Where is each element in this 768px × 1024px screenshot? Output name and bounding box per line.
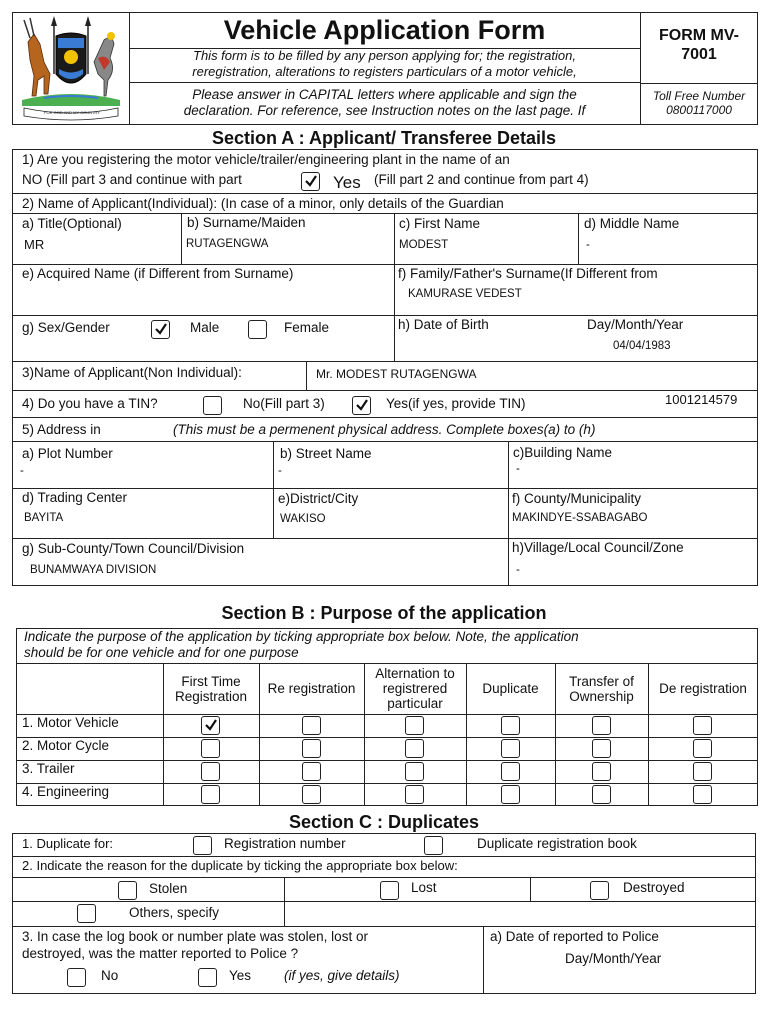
q3-label: 3)Name of Applicant(Non Individual): [22, 365, 242, 380]
form-number: 7001 [681, 46, 717, 63]
q1-yes-option: (Fill part 2 and continue from part 4) [374, 172, 589, 187]
purpose-checkbox[interactable] [405, 762, 424, 781]
registration-number-label: Registration number [224, 836, 346, 851]
tin-field[interactable]: 1001214579 [665, 392, 738, 407]
purpose-checkbox[interactable] [405, 739, 424, 758]
dob-format: Day/Month/Year [587, 317, 684, 332]
purpose-checkbox[interactable] [693, 762, 712, 781]
purpose-column-header-line: Alternation to [375, 666, 455, 681]
lost-checkbox[interactable] [380, 881, 399, 900]
form-subtitle: reregistration, alterations to registers particulars of a motor vehicle, [192, 64, 577, 79]
police-yes-note: (if yes, give details) [284, 968, 400, 983]
county-label: f) County/Municipality [512, 491, 642, 506]
header-divider [129, 82, 640, 83]
purpose-checkbox[interactable] [693, 785, 712, 804]
purpose-checkbox[interactable] [201, 739, 220, 758]
tin-no-checkbox[interactable] [203, 396, 222, 415]
q1-question: 1) Are you registering the motor vehicle/trailer/engineering plant in the name of an [22, 152, 510, 167]
purpose-column-header [364, 663, 466, 714]
duplicate-for-label: 1. Duplicate for: [22, 836, 114, 851]
purpose-column-header-line: Registration [174, 688, 248, 704]
purpose-column-header-line: registrered [382, 681, 448, 696]
purpose-checkbox[interactable] [501, 785, 520, 804]
male-label: Male [190, 320, 220, 335]
police-no-label: No [101, 968, 119, 983]
first-name-field[interactable]: MODEST [399, 239, 449, 251]
purpose-checkbox[interactable] [501, 716, 520, 735]
duplicate-reason-text: 2. Indicate the reason for the duplicate by ticking the appropriate box below: [22, 858, 458, 873]
trading-center-field[interactable]: BAYITA [24, 512, 64, 524]
purpose-checkbox[interactable] [302, 785, 321, 804]
district-label: e)District/City [278, 491, 359, 506]
female-checkbox[interactable] [248, 320, 267, 339]
section-b-note: should be for one vehicle and for one purpose [24, 645, 299, 660]
district-field[interactable]: WAKISO [280, 513, 326, 525]
checkmark-icon [153, 321, 169, 337]
checkmark-icon [203, 717, 219, 733]
purpose-column-header-line: particular [387, 696, 443, 711]
crest-motto: FOR GOD AND MY COUNTRY [44, 110, 100, 115]
police-yes-checkbox[interactable] [198, 968, 217, 987]
q5-label: 5) Address in [22, 422, 101, 437]
section-a-title: Section A : Applicant/ Transferee Details [211, 128, 557, 148]
form-instructions: Please answer in CAPITAL letters where applicable and sign the [192, 87, 577, 102]
purpose-column-header-line: First Time [181, 673, 241, 689]
q4-label: 4) Do you have a TIN? [22, 396, 158, 411]
purpose-column-header-line: De registration [659, 681, 747, 696]
tin-no-label: No(Fill part 3) [243, 396, 325, 411]
page-title: Vehicle Application Form [223, 15, 546, 45]
county-field[interactable]: MAKINDYE-SSABAGABO [512, 512, 648, 524]
purpose-checkbox[interactable] [201, 716, 220, 735]
tin-yes-label: Yes(if yes, provide TIN) [386, 396, 526, 411]
police-report-question: 3. In case the log book or number plate was stolen, lost or [22, 929, 368, 944]
purpose-checkbox[interactable] [405, 716, 424, 735]
header-divider [640, 83, 758, 84]
female-label: Female [284, 320, 330, 335]
coat-of-arms-logo [14, 14, 128, 124]
surname-field[interactable]: RUTAGENGWA [186, 238, 269, 250]
street-label: b) Street Name [280, 446, 372, 461]
dob-label: h) Date of Birth [398, 317, 489, 332]
section-c-title: Section C : Duplicates [288, 812, 480, 832]
purpose-checkbox[interactable] [302, 762, 321, 781]
section-b-title: Section B : Purpose of the application [221, 603, 547, 623]
acquired-name-label: e) Acquired Name (if Different from Surname) [22, 266, 294, 281]
purpose-checkbox[interactable] [592, 762, 611, 781]
subcounty-label: g) Sub-County/Town Council/Division [22, 541, 245, 556]
purpose-row-label: 2. Motor Cycle [22, 738, 110, 753]
registration-number-checkbox[interactable] [193, 836, 212, 855]
stolen-checkbox[interactable] [118, 881, 137, 900]
purpose-checkbox[interactable] [302, 716, 321, 735]
street-field[interactable]: - [278, 465, 282, 477]
plot-field[interactable]: - [20, 465, 24, 477]
purpose-column-header-line: Ownership [569, 688, 634, 704]
purpose-checkbox[interactable] [201, 762, 220, 781]
purpose-column-header [555, 663, 648, 714]
checkmark-icon [303, 173, 319, 189]
village-label: h)Village/Local Council/Zone [512, 540, 684, 555]
registration-book-label: Duplicate registration book [477, 836, 637, 851]
police-no-checkbox[interactable] [67, 968, 86, 987]
purpose-checkbox[interactable] [693, 739, 712, 758]
non-individual-name-field[interactable]: Mr. MODEST RUTAGENGWA [316, 367, 477, 381]
building-field[interactable]: - [516, 463, 520, 475]
q5-note: (This must be a permenent physical address. Complete boxes(a) to (h) [173, 422, 596, 437]
toll-free-label: Toll Free Number [652, 89, 746, 103]
lost-label: Lost [411, 880, 437, 895]
purpose-checkbox[interactable] [405, 785, 424, 804]
q1-yes-checkbox[interactable] [301, 172, 320, 191]
tin-yes-checkbox[interactable] [352, 396, 371, 415]
registration-book-checkbox[interactable] [424, 836, 443, 855]
form-instructions: declaration. For reference, see Instruction notes on the last page. If [183, 103, 586, 118]
plot-label: a) Plot Number [22, 446, 113, 461]
q2-question: 2) Name of Applicant(Individual): (In case of a minor, only details of the Guardian [22, 196, 504, 211]
sex-label: g) Sex/Gender [22, 320, 110, 335]
dob-field[interactable]: 04/04/1983 [613, 340, 671, 352]
q1-no-option: NO (Fill part 3 and continue with part [22, 172, 242, 187]
surname-label: b) Surname/Maiden [187, 215, 306, 230]
family-name-label: f) Family/Father's Surname(If Different from [398, 266, 658, 281]
police-date-format: Day/Month/Year [565, 951, 662, 966]
purpose-row-label: 3. Trailer [22, 761, 75, 776]
title-field[interactable]: MR [24, 237, 45, 252]
purpose-column-header [259, 663, 364, 714]
purpose-checkbox[interactable] [501, 739, 520, 758]
purpose-checkbox[interactable] [592, 785, 611, 804]
form-number: FORM MV- [659, 27, 739, 44]
male-checkbox[interactable] [151, 320, 170, 339]
destroyed-checkbox[interactable] [590, 881, 609, 900]
q1-yes-label: Yes [333, 173, 361, 192]
purpose-column-header [648, 663, 758, 714]
purpose-column-header-line: Re registration [267, 681, 356, 696]
purpose-checkbox[interactable] [501, 762, 520, 781]
middle-name-field[interactable]: - [586, 239, 590, 251]
purpose-checkbox[interactable] [592, 716, 611, 735]
stolen-label: Stolen [149, 881, 188, 896]
purpose-checkbox[interactable] [201, 785, 220, 804]
subcounty-field[interactable]: BUNAMWAYA DIVISION [30, 564, 157, 576]
family-name-field[interactable]: KAMURASE VEDEST [408, 288, 522, 300]
purpose-column-header [163, 663, 259, 714]
police-yes-label: Yes [229, 968, 252, 983]
purpose-column-header-line: Transfer of [569, 673, 634, 689]
purpose-checkbox[interactable] [302, 739, 321, 758]
first-name-label: c) First Name [399, 216, 480, 231]
purpose-checkbox[interactable] [592, 739, 611, 758]
police-date-label: a) Date of reported to Police [490, 929, 659, 944]
others-label: Others, specify [129, 905, 220, 920]
form-subtitle: This form is to be filled by any person applying for; the registration, [193, 48, 576, 63]
section-b-note: Indicate the purpose of the application by ticking appropriate box below. Note, the application [24, 629, 579, 644]
toll-free-number: 0800117000 [666, 103, 732, 117]
purpose-row-label: 4. Engineering [22, 784, 110, 799]
trading-center-label: d) Trading Center [22, 490, 128, 505]
purpose-checkbox[interactable] [693, 716, 712, 735]
others-checkbox[interactable] [77, 904, 96, 923]
purpose-column-header [466, 663, 555, 714]
checkmark-icon [354, 397, 370, 413]
purpose-row-label: 1. Motor Vehicle [22, 715, 119, 730]
building-label: c)Building Name [513, 445, 613, 460]
police-report-question: destroyed, was the matter reported to Police ? [22, 946, 299, 961]
destroyed-label: Destroyed [623, 880, 685, 895]
purpose-column-header-line: Duplicate [482, 681, 539, 696]
middle-name-label: d) Middle Name [584, 216, 680, 231]
village-field[interactable]: - [516, 564, 520, 576]
title-label: a) Title(Optional) [22, 216, 122, 231]
